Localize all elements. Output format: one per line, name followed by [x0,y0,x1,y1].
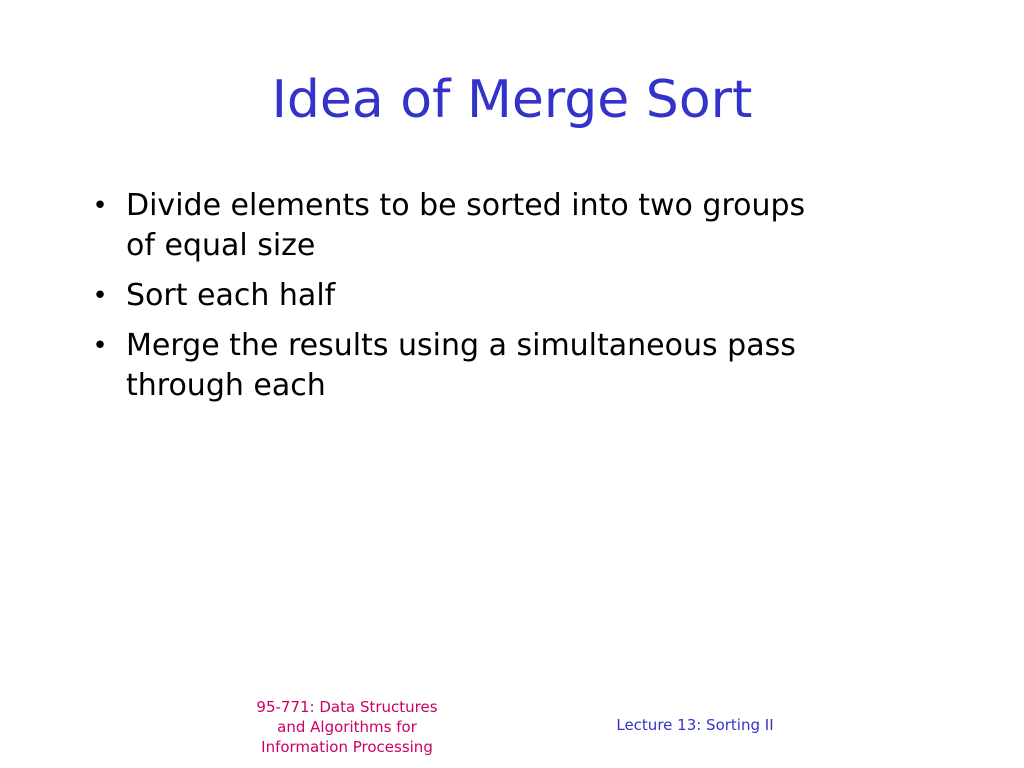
bullet-text-line: Sort each half [126,278,336,313]
footer-lecture-title: Lecture 13: Sorting II [616,716,774,734]
bullet-text-line: through each [126,368,326,403]
footer-course-line: and Algorithms for [277,718,417,736]
bullet-item [88,326,928,406]
footer-course-info [232,697,462,757]
footer-course-line: 95-771: Data Structures [256,698,438,716]
slide-title: Idea of Merge Sort [271,70,753,130]
bullet-marker: • [92,281,108,311]
bullet-text-line: Merge the results using a simultaneous pass [126,328,796,363]
footer-course-line: Information Processing [261,738,433,756]
bullet-marker: • [92,191,108,221]
bullet-list [88,186,928,416]
bullet-item [88,186,928,266]
bullet-text-line: Divide elements to be sorted into two groups [126,188,806,223]
bullet-text-line: of equal size [126,228,316,263]
bullet-marker: • [92,331,108,361]
bullet-item [88,276,928,316]
